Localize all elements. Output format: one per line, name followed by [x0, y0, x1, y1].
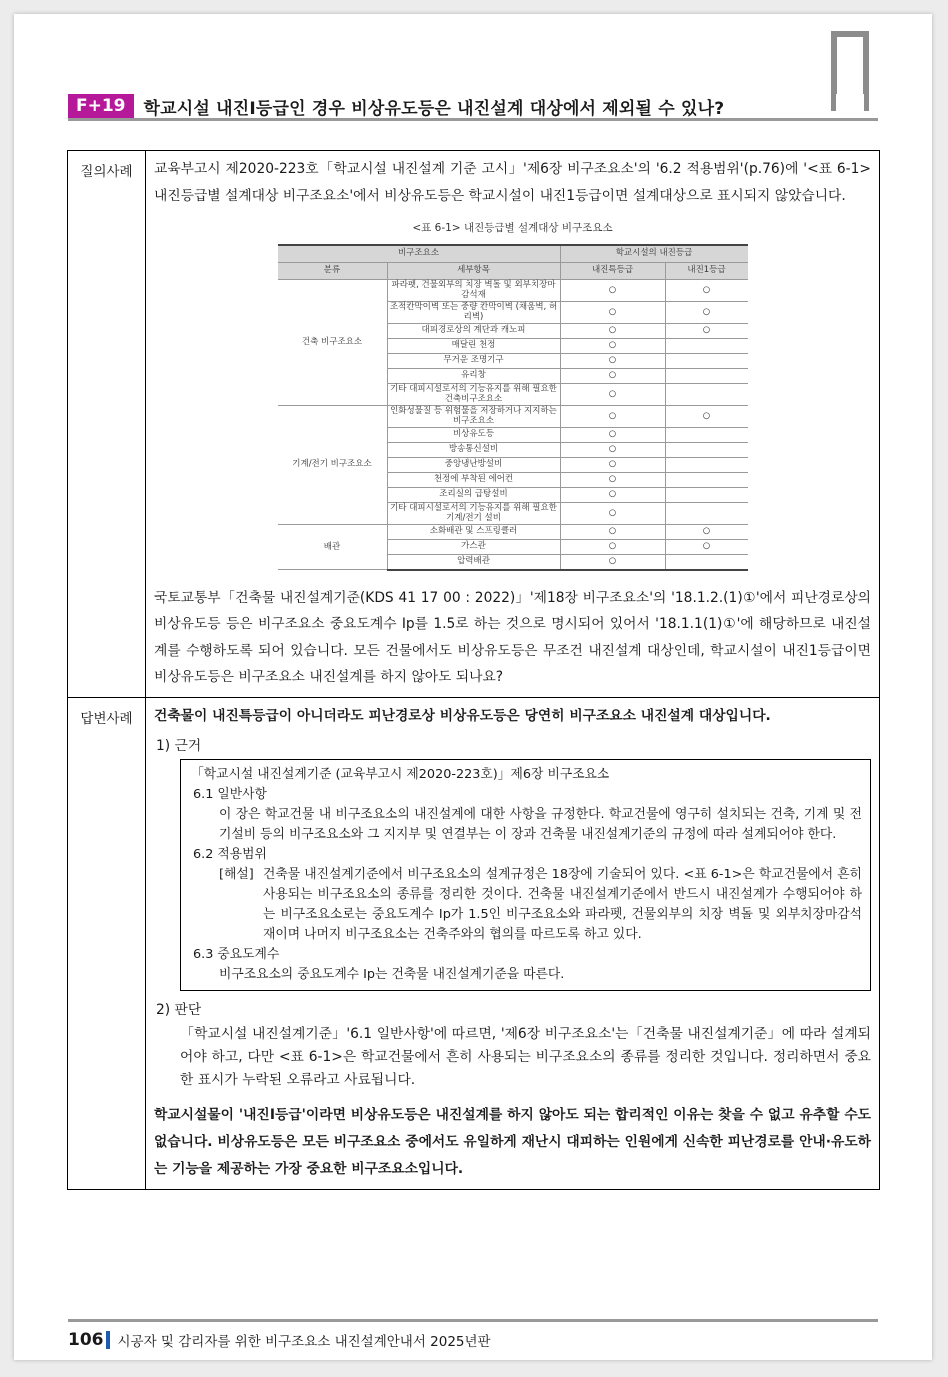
table-group-header-right: 학교시설의 내진등급	[560, 245, 748, 263]
table-item-cell: 중앙냉난방설비	[387, 457, 560, 472]
table-special-mark: ○	[560, 539, 665, 554]
table-item-cell: 기타 대피시설로서의 기능유지를 위해 필요한 건축비구조요소	[387, 383, 560, 405]
table-category-cell: 건축 비구조요소	[278, 279, 388, 405]
footer-divider	[68, 1319, 878, 1322]
book-title: 시공자 및 감리자를 위한 비구조요소 내진설계안내서 2025년판	[117, 1334, 491, 1350]
table-item-cell: 기타 대피시설로서의 기능유지를 위해 필요한 기계/전기 설비	[387, 502, 560, 524]
table-grade1-mark: ○	[665, 301, 748, 323]
answer-body	[146, 698, 879, 1190]
table-item-cell: 조리실의 급탕설비	[387, 487, 560, 502]
table-special-mark: ○	[560, 338, 665, 353]
table-category-cell: 배관	[278, 524, 388, 570]
table-special-mark: ○	[560, 323, 665, 338]
table-special-mark: ○	[560, 524, 665, 539]
table-grade1-mark	[665, 383, 748, 405]
table-special-mark: ○	[560, 383, 665, 405]
basis-heading: 1) 근거	[156, 738, 202, 754]
table-grade1-mark: ○	[665, 405, 748, 427]
table-grade1-mark	[665, 338, 748, 353]
table-special-mark: ○	[560, 301, 665, 323]
table-category-cell: 기계/전기 비구조요소	[278, 405, 388, 524]
table-item-cell: 가스관	[387, 539, 560, 554]
ref-section-6-3-text: 비구조요소의 중요도계수 Ip는 건축물 내진설계기준을 따른다.	[219, 967, 565, 982]
judgement-heading: 2) 판단	[156, 1002, 202, 1018]
ref-section-6-3-head: 6.3 중요도계수	[193, 947, 280, 962]
table-grade1-mark	[665, 457, 748, 472]
page	[14, 14, 932, 1360]
table-special-mark: ○	[560, 502, 665, 524]
table-special-mark: ○	[560, 472, 665, 487]
qa-table	[67, 150, 880, 1190]
ref-section-6-2-head: 6.2 적용범위	[193, 847, 267, 862]
table-item-cell: 인화성물질 등 위험물을 저장하거나 지지하는 비구조요소	[387, 405, 560, 427]
table-item-cell: 조적칸막이벽 또는 중량 칸막이벽 (채움벽, 허리벽)	[387, 301, 560, 323]
table-caption: <표 6-1> 내진등급별 설계대상 비구조요소	[412, 222, 613, 234]
page-title: 학교시설 내진Ⅰ등급인 경우 비상유도등은 내진설계 대상에서 제외될 수 있나?	[143, 98, 725, 119]
table-row	[278, 405, 748, 427]
answer-lead: 건축물이 내진특등급이 아니더라도 피난경로상 비상유도등은 당연히 비구조요소 내진설계 대상입니다.	[154, 707, 771, 724]
table-grade1-mark	[665, 554, 748, 570]
ref-section-6-2-body	[191, 865, 862, 945]
ref-section-6-1-text: 이 장은 학교건물 내 비구조요소의 내진설계에 대한 사항을 규정한다. 학교건물에 영구히 설치되는 건축, 기계 및 전기설비 등의 비구조요소와 그 지지부 및 연결부는 이 장과 건축물 내진설계기준의 규정에 따라 설계되어야 한다.	[219, 807, 862, 842]
table-special-mark: ○	[560, 368, 665, 383]
table-grade1-mark	[665, 427, 748, 442]
table-col-category: 분류	[278, 262, 388, 279]
table-group-header-left: 비구조요소	[278, 245, 561, 263]
table-row	[278, 279, 748, 301]
table-item-cell: 천정에 부착된 에어컨	[387, 472, 560, 487]
reference-box	[180, 759, 871, 991]
table-row	[278, 524, 748, 539]
table-item-cell: 압력배관	[387, 554, 560, 570]
table-item-cell: 비상유도등	[387, 427, 560, 442]
table-special-mark: ○	[560, 457, 665, 472]
table-item-cell: 소화배관 및 스프링클러	[387, 524, 560, 539]
table-col-grade1: 내진1등급	[665, 262, 748, 279]
table-col-special: 내진특등급	[560, 262, 665, 279]
table-grade1-mark: ○	[665, 539, 748, 554]
table-grade1-mark	[665, 353, 748, 368]
ref-section-6-2-text: 건축물 내진설계기준에서 비구조요소의 설계규정은 18장에 기술되어 있다. <표 6-1>은 학교건물에서 흔히 사용되는 비구조요소의 종류를 정리한 것이다. 건축물 내진설계기준에서 반드시 내진설계가 수행되어야 하는 비구조요소로는 중요도계수 Ip가 1.5인 비구조요소와 파라펫, 건물외부의 치장 벽돌 및 외부치장마감석재이며 나머지 비구조요소는 건축주와의 협의를 따르도록 하고 있다.	[263, 867, 862, 942]
seismic-grade-table	[278, 244, 748, 571]
section-badge: F+19	[68, 94, 134, 118]
reference-title: 「학교시설 내진설계기준 (교육부고시 제2020-223호)」제6장 비구조요소	[191, 767, 610, 782]
table-special-mark: ○	[560, 353, 665, 368]
table-special-mark: ○	[560, 487, 665, 502]
table-grade1-mark	[665, 487, 748, 502]
table-special-mark: ○	[560, 442, 665, 457]
table-grade1-mark	[665, 442, 748, 457]
question-label: 질의사례	[68, 151, 146, 697]
question-row	[68, 151, 879, 698]
table-grade1-mark	[665, 502, 748, 524]
header-divider	[68, 118, 878, 121]
table-item-cell: 파라펫, 건물외부의 치장 벽돌 및 외부치장마감석재	[387, 279, 560, 301]
section-header	[68, 92, 878, 120]
page-number: 106	[68, 1330, 104, 1350]
table-special-mark: ○	[560, 427, 665, 442]
table-grade1-mark: ○	[665, 524, 748, 539]
table-item-cell: 매달린 천정	[387, 338, 560, 353]
table-item-cell: 방송통신설비	[387, 442, 560, 457]
question-body	[146, 151, 879, 697]
table-special-mark: ○	[560, 554, 665, 570]
ref-commentary-tag: [해설]	[219, 867, 254, 882]
table-grade1-mark: ○	[665, 279, 748, 301]
answer-conclusion: 학교시설물이 '내진Ⅰ등급'이라면 비상유도등은 내진설계를 하지 않아도 되는 합리적인 이유는 찾을 수 없고 유추할 수도 없습니다. 비상유도등은 모든 비구조요소 중에서도 유일하게 재난시 대피하는 인원에게 신속한 피난경로를 안내·유도하는 기능을 제공하는 가장 중요한 비구조요소입니다.	[154, 1107, 871, 1177]
footer	[68, 1327, 491, 1353]
table-item-cell: 유리창	[387, 368, 560, 383]
answer-row	[68, 698, 879, 1190]
table-special-mark: ○	[560, 405, 665, 427]
question-intro: 교육부고시 제2020-223호「학교시설 내진설계 기준 고시」'제6장 비구조요소'의 '6.2 적용범위'(p.76)에 '<표 6-1> 내진등급별 설계대상 비구조요소'에서 비상유도등은 학교시설이 내진1등급이면 설계대상으로 표시되지 않았습니다.	[154, 161, 871, 204]
table-item-cell: 대피경로상의 계단과 캐노피	[387, 323, 560, 338]
table-grade1-mark: ○	[665, 323, 748, 338]
page-number-bar	[106, 1331, 110, 1349]
question-followup: 국토교통부「건축물 내진설계기준(KDS 41 17 00 : 2022)」'제18장 비구조요소'의 '18.1.2.(1)①'에서 피난경로상의 비상유도등 등은 비구조요소 중요도계수 Ip를 1.5로 하는 것으로 명시되어 있어서 '18.1.1(1)①'에 해당하므로 내진설계를 수행하도록 되어 있습니다. 모든 건물에서도 비상유도등은 무조건 내진설계 대상인데, 학교시설이 내진1등급이면 비상유도등은 비구조요소 내진설계를 하지 않아도 되나요?	[154, 589, 871, 685]
table-col-item: 세부항목	[387, 262, 560, 279]
judgement-text: 「학교시설 내진설계기준」'6.1 일반사항'에 따르면, '제6장 비구조요소'는「건축물 내진설계기준」에 따라 설계되어야 하고, 다만 <표 6-1>은 학교건물에서 흔히 사용되는 비구조요소의 종류를 정리한 것입니다. 정리하면서 중요한 표시가 누락된 오류라고 사료됩니다.	[180, 1026, 871, 1088]
table-grade1-mark	[665, 368, 748, 383]
table-grade1-mark	[665, 472, 748, 487]
table-item-cell: 무거운 조명기구	[387, 353, 560, 368]
ref-section-6-1-head: 6.1 일반사항	[193, 787, 267, 802]
answer-label: 답변사례	[68, 698, 146, 1190]
table-special-mark: ○	[560, 279, 665, 301]
